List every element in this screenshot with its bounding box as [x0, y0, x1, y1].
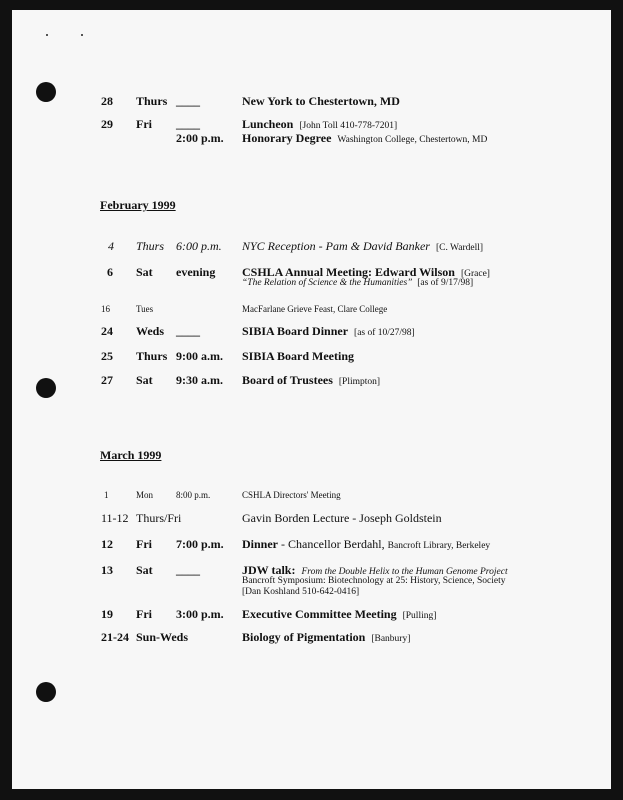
- binder-hole-middle: [36, 378, 56, 398]
- speck-2: [81, 34, 83, 36]
- mar-13-contact: [Dan Koshland 510-642-0416]: [242, 587, 360, 597]
- feb-6-subtitle: “The Relation of Science & the Humanities” [as of 9/17/98]: [242, 278, 474, 288]
- document-page: 28 Thurs ____ New York to Chestertown, MD 29 Fri ____ Luncheon [John Toll 410-778-7201] 2:00 p.m. Honorary Degree Washington College, Chestertown, MD February 1999 4 Thurs 6:00 p.m. NYC Reception - Pam & David Banker [C. Wardell] 6 Sat evening CSHLA Annual Meeting: Edward Wilson [Grace] “The Relation of Science & the Humanities” [as of 9/17/98] 16 Tues MacFarlane Grieve Feast, Clare College 24 Weds ____ SIBIA Board Dinner [as of 10/27/98] 25 Thurs 9:00 a.m. SIBIA Board Meeting 27 Sat 9:30 a.m. Board of Trustees [Plimpton] March 1999 1 Mon 8:00 p.m. CSHLA Directors' Meeting 11-12 Thurs/Fri Gavin Borden Lecture - Joseph Goldstein 12 Fri 7:00 p.m. Dinner - Chancellor Berdahl, Bancroft Library, Berkeley 13 Sat ____ JDW talk: From the Double Helix to the Human Genome Project Bancroft Symposium: Biotechnology at 25: History, Science, Society [Dan Koshland 510-642-0416] 19 Fri 3:00 p.m. Executive Committee Meeting [Pulling] 21-24 Sun-Weds Biology of Pigmentation [Banbury]: [12, 10, 611, 789]
- binder-hole-top: [36, 82, 56, 102]
- month-heading-march: March 1999: [100, 448, 162, 462]
- binder-hole-bottom: [36, 682, 56, 702]
- time-blank: ____: [176, 94, 200, 108]
- speck-1: [46, 34, 48, 36]
- month-heading-february: February 1999: [100, 198, 176, 212]
- mar-13-symposium: Bancroft Symposium: Biotechnology at 25: History, Science, Society: [242, 576, 506, 586]
